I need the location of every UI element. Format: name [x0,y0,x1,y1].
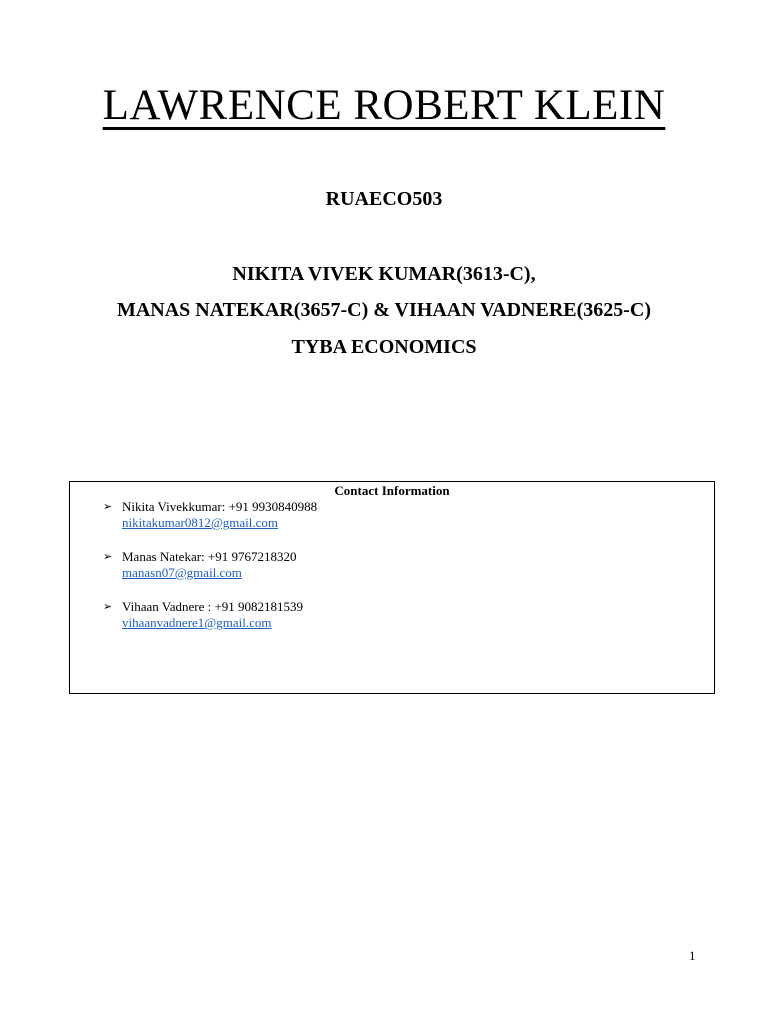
page-number: 1 [689,948,696,963]
arrow-bullet-icon: ➢ [103,550,113,563]
page-title-text: LAWRENCE ROBERT KLEIN [102,82,666,129]
contact-line: Manas Natekar: +91 9767218320 [122,549,297,564]
page-title [0,84,768,127]
email-link[interactable]: nikitakumar0812@gmail.com [122,515,279,530]
course-code: RUAECO503 [325,188,443,210]
email-link[interactable]: vihaanvadnere1@gmail.com [122,615,272,630]
contact-box [69,481,715,694]
email-link[interactable]: manasn07@gmail.com [122,565,242,580]
contact-line: Vihaan Vadnere : +91 9082181539 [122,599,304,614]
authors-line-2: MANAS NATEKAR(3657-C) & VIHAAN VADNERE(3625-C) [116,299,652,321]
contact-line: Nikita Vivekkumar: +91 9930840988 [122,499,318,514]
contact-heading: Contact Information [334,483,450,498]
arrow-bullet-icon: ➢ [103,600,113,613]
authors-line-1: NIKITA VIVEK KUMAR(3613-C), [232,263,536,285]
arrow-bullet-icon: ➢ [103,500,113,513]
class-line: TYBA ECONOMICS [291,336,477,358]
